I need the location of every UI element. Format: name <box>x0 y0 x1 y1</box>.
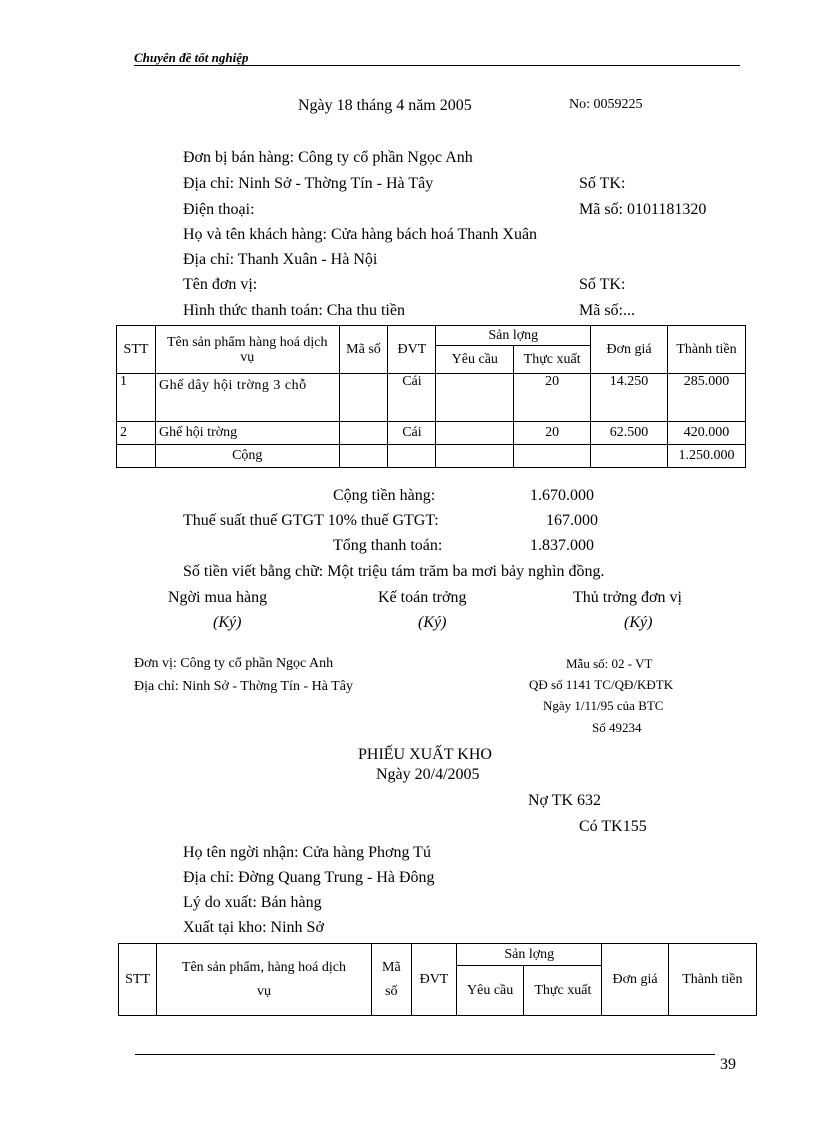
header-quantity: Sản lợng <box>436 326 591 346</box>
row-code <box>339 374 388 422</box>
sum-empty <box>591 445 668 468</box>
slip-header-code: Mã số <box>371 944 411 1016</box>
account-label-1: Số TK: <box>579 175 626 192</box>
running-header: Chuyên đề tốt nghiệp <box>134 50 249 65</box>
receiver-line: Họ tên ngời nhận: Cửa hàng Phơng Tú <box>183 844 431 861</box>
credit-account: Có TK155 <box>579 818 647 835</box>
header-requested: Yêu cầu <box>436 346 514 374</box>
goods-value: 1.670.000 <box>530 487 594 504</box>
goods-label: Cộng tiền hàng: <box>333 487 436 504</box>
vat-label: Thuế suất thuế GTGT 10% thuế GTGT: <box>183 512 439 529</box>
slip-header-unit: ĐVT <box>411 944 456 1016</box>
decision-number: QĐ số 1141 TC/QĐ/KĐTK <box>529 677 674 692</box>
slip-table <box>118 943 757 1016</box>
phone-line: Điện thoại: <box>183 201 255 218</box>
slip-header-stt: STT <box>119 944 157 1016</box>
row-unit: Cái <box>388 374 436 422</box>
row-price: 14.250 <box>591 374 668 422</box>
amount-in-words: Số tiền viết bằng chữ: Một triệu tám trăm ba mơi bảy nghìn đồng. <box>183 563 605 580</box>
account-label-2: Số TK: <box>579 276 626 293</box>
row-unit: Cái <box>388 422 436 445</box>
grand-value: 1.837.000 <box>530 537 594 554</box>
tax-code-2: Mã số:... <box>579 302 635 319</box>
header-code: Mã số <box>339 326 388 374</box>
sum-empty <box>514 445 591 468</box>
slip-header-quantity: Sản lợng <box>457 944 602 966</box>
slip-header-product-name: Tên sản phẩm, hàng hoá dịch vụ <box>157 944 372 1016</box>
table-row <box>117 374 746 422</box>
header-actual: Thực xuất <box>514 346 591 374</box>
sum-empty <box>436 445 514 468</box>
header-unit: ĐVT <box>388 326 436 374</box>
receiver-address: Địa chỉ: Đờng Quang Trung - Hà Đông <box>183 869 435 886</box>
row-code <box>339 422 388 445</box>
slip-header-actual: Thực xuất <box>524 966 602 1016</box>
footer-rule <box>135 1054 715 1055</box>
vat-value: 167.000 <box>546 512 598 529</box>
seller-address: Địa chỉ: Ninh Sở - Thờng Tín - Hà Tây <box>183 175 434 192</box>
warehouse-line: Xuất tại kho: Ninh Sở <box>183 919 324 936</box>
payment-line: Hình thức thanh toán: Cha thu tiền <box>183 302 405 319</box>
invoice-number: No: 0059225 <box>569 97 643 112</box>
sum-label: Cộng <box>155 445 339 468</box>
grand-label: Tổng thanh toán: <box>333 537 443 554</box>
slip-address: Địa chỉ: Ninh Sở - Thờng Tín - Hà Tây <box>134 679 353 694</box>
header-stt: STT <box>117 326 156 374</box>
customer-line: Họ và tên khách hàng: Cửa hàng bách hoá Thanh Xuân <box>183 226 538 243</box>
tax-code-1: Mã số: 0101181320 <box>579 201 707 218</box>
sig-buyer: Ngời mua hàng <box>168 589 268 606</box>
row-requested <box>436 374 514 422</box>
page-number: 39 <box>720 1056 736 1073</box>
row-product: Ghế dây hội trờng 3 chỗ <box>155 374 339 422</box>
row-product: Ghế hội trờng <box>155 422 339 445</box>
slip-unit: Đơn vị: Công ty cổ phần Ngọc Anh <box>134 656 334 671</box>
slip-header-total: Thành tiền <box>668 944 756 1016</box>
row-total: 420.000 <box>667 422 745 445</box>
sum-empty <box>117 445 156 468</box>
header-rule <box>134 65 740 66</box>
header-price: Đơn giá <box>591 326 668 374</box>
slip-date: Ngày 20/4/2005 <box>376 766 480 783</box>
row-actual: 20 <box>514 422 591 445</box>
form-number: Mẫu số: 02 - VT <box>566 656 653 671</box>
invoice-date: Ngày 18 tháng 4 năm 2005 <box>298 97 472 114</box>
table-sum-row <box>117 445 746 468</box>
decision-date: Ngày 1/11/95 của BTC <box>543 698 664 713</box>
sig-head: Thủ trởng đơn vị <box>573 589 682 606</box>
sig-accountant-sign: (Ký) <box>418 614 447 631</box>
sig-head-sign: (Ký) <box>624 614 653 631</box>
header-total: Thành tiền <box>667 326 745 374</box>
seller-line: Đơn bị bán hàng: Công ty cổ phần Ngọc Anh <box>183 149 473 166</box>
sum-total: 1.250.000 <box>667 445 745 468</box>
table-row <box>117 422 746 445</box>
slip-title: PHIẾU XUẤT KHO <box>358 746 492 763</box>
customer-address: Địa chỉ: Thanh Xuân - Hà Nội <box>183 251 378 268</box>
reason-line: Lý do xuất: Bán hàng <box>183 894 322 911</box>
row-stt: 1 <box>117 374 156 422</box>
row-price: 62.500 <box>591 422 668 445</box>
row-requested <box>436 422 514 445</box>
slip-header-requested: Yêu cầu <box>457 966 524 1016</box>
slip-header-price: Đơn giá <box>602 944 668 1016</box>
slip-serial: Số 49234 <box>592 720 642 735</box>
sig-accountant: Kế toán trởng <box>378 589 467 606</box>
debit-account: Nợ TK 632 <box>528 792 602 809</box>
sum-empty <box>339 445 388 468</box>
sum-empty <box>388 445 436 468</box>
sig-buyer-sign: (Ký) <box>213 614 242 631</box>
row-total: 285.000 <box>667 374 745 422</box>
row-stt: 2 <box>117 422 156 445</box>
unit-line: Tên đơn vị: <box>183 276 258 293</box>
header-product-name: Tên sản phẩm hàng hoá dịch vụ <box>155 326 339 374</box>
invoice-table <box>116 325 746 468</box>
row-actual: 20 <box>514 374 591 422</box>
